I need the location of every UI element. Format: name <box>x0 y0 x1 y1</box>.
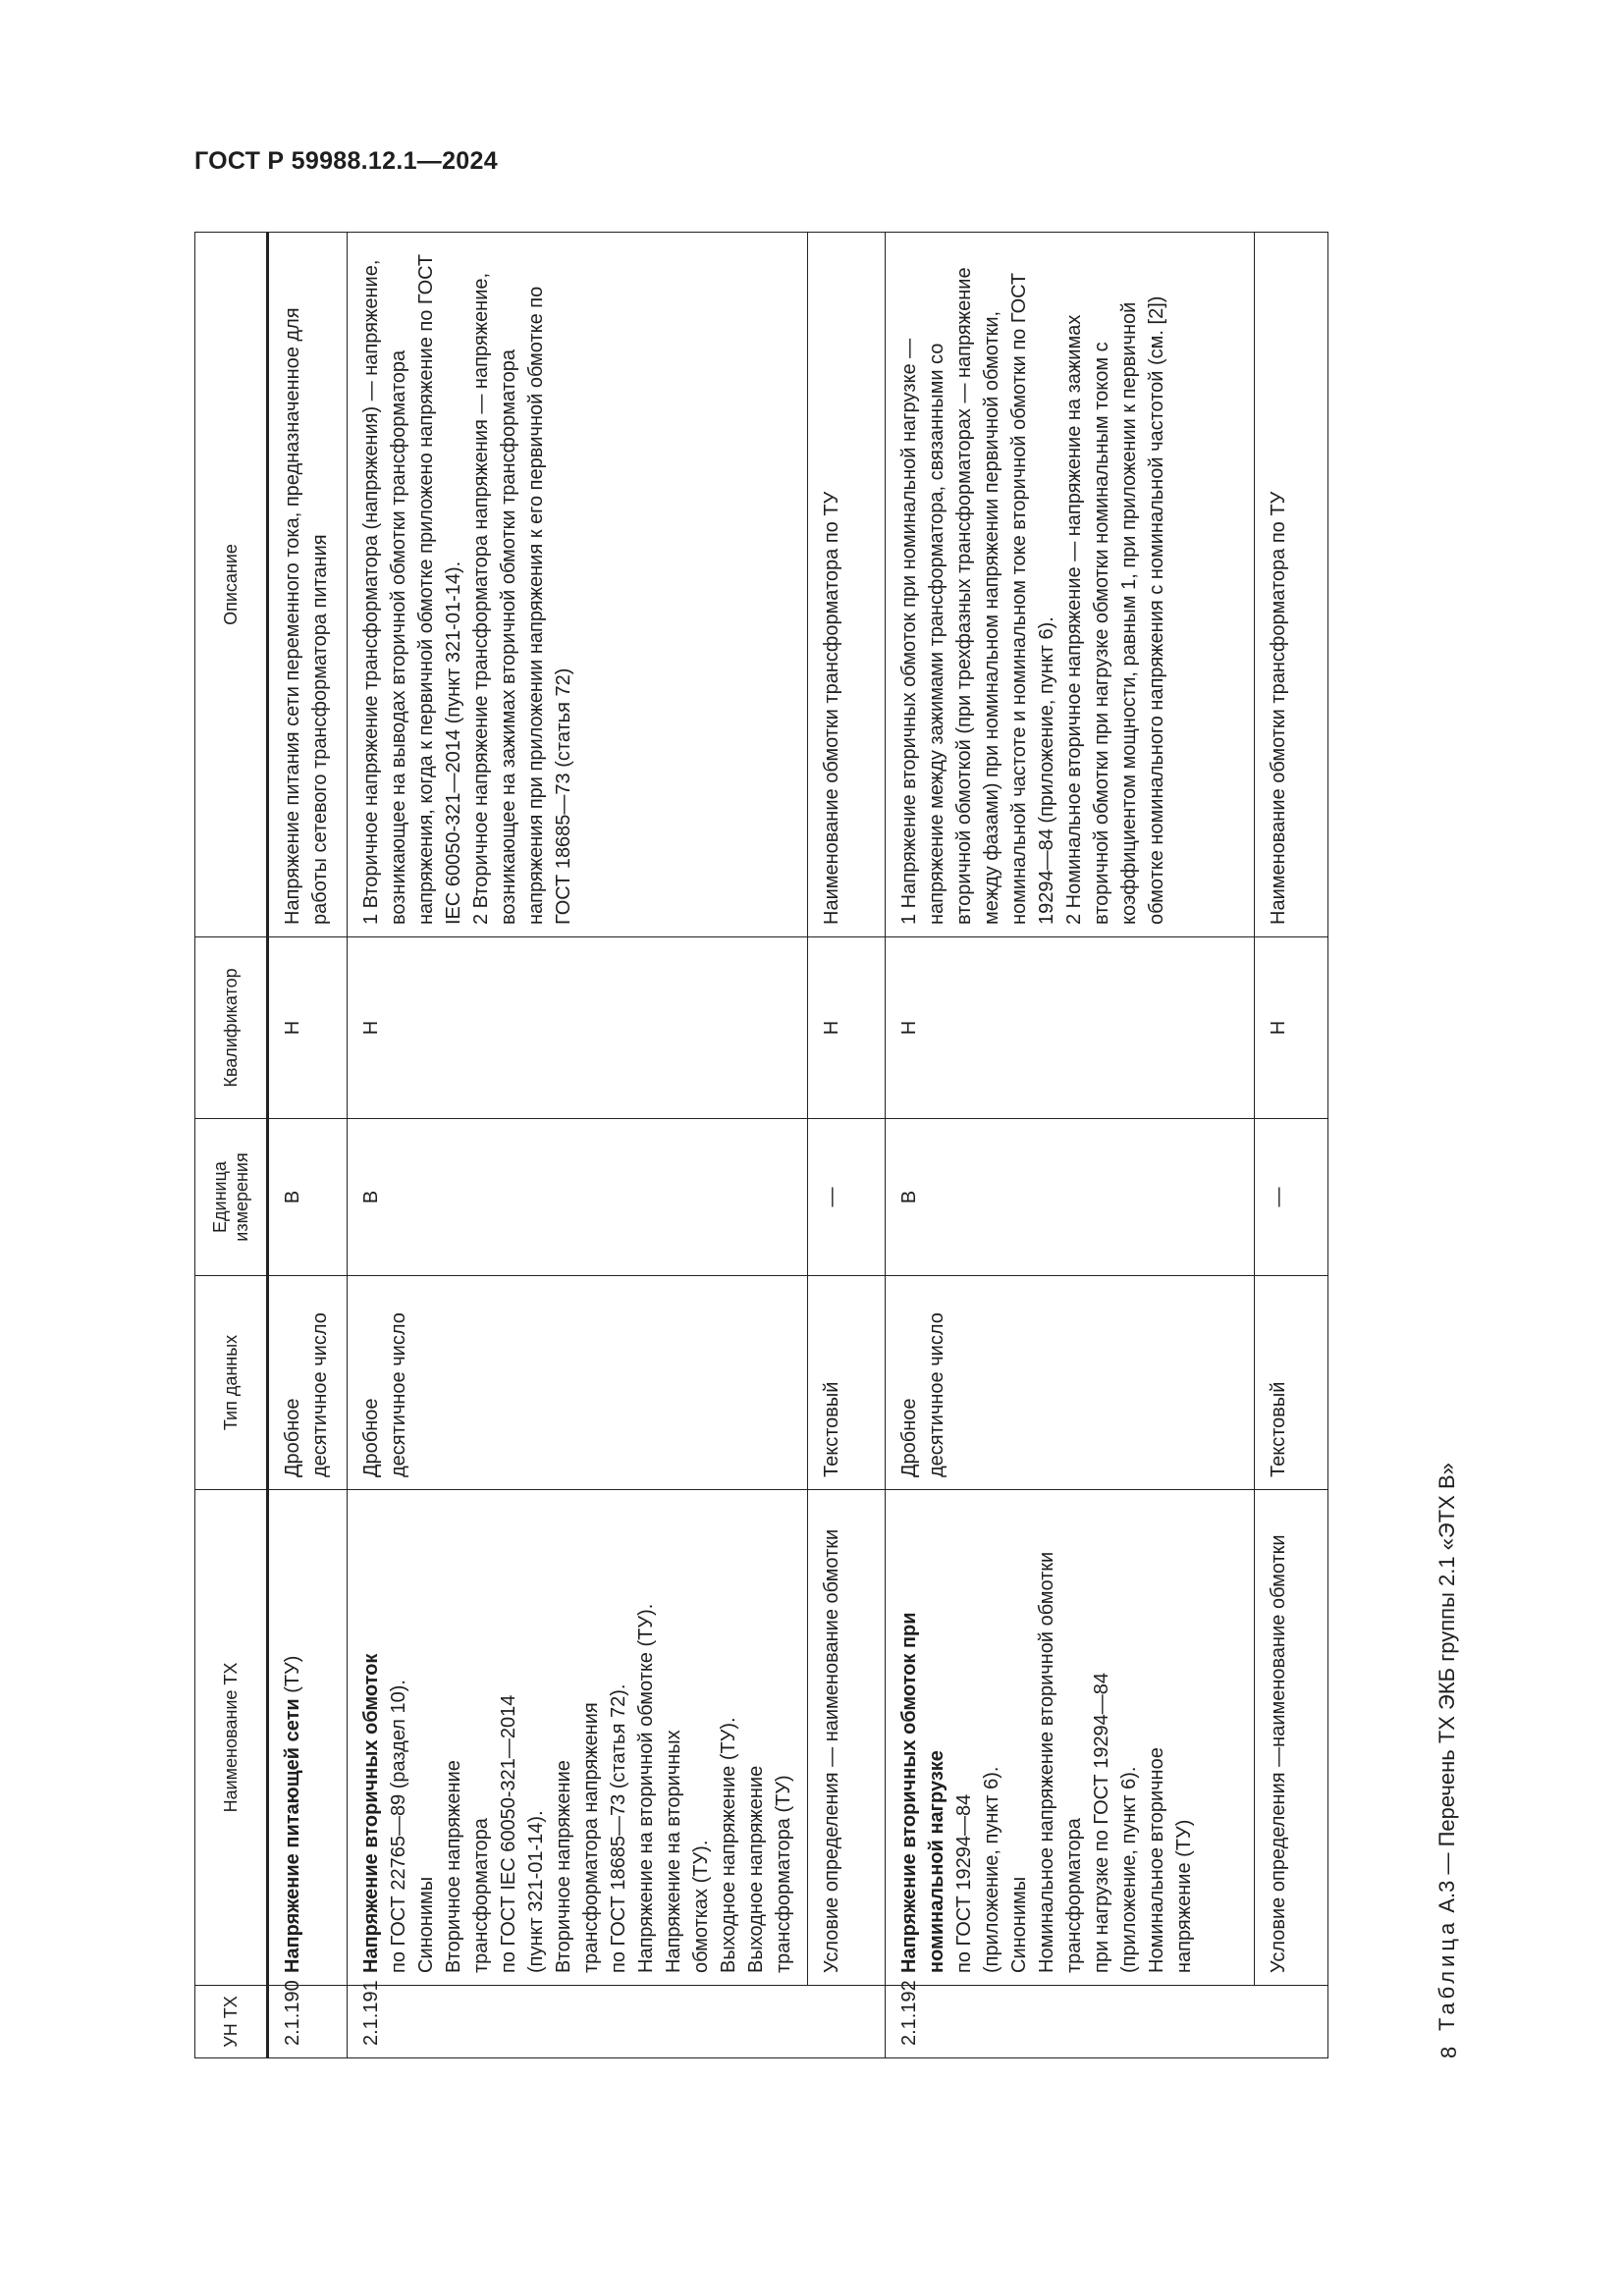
row-description: Наименование обмотки трансформатора по ТУ <box>1255 233 1328 937</box>
name-line: Номинальное вторичное <box>1146 1747 1167 1973</box>
description-item: 1 Вторичное напряжение трансформатора (напряжения) — напряжение, возникающее на выводах вторичной обмотки трансформатора напряжения, когда к первичной обмотке приложено напряжение по ГОСТ IEC 60050-321—2014 (пункт 321-01-14). <box>360 253 464 925</box>
caption-text: А.3 — Перечень ТХ ЭКБ группы 2.1 «ЭТХ В» <box>1435 1463 1459 1919</box>
row-description: Наименование обмотки трансформатора по ТУ <box>808 233 886 937</box>
row-type: Дробное десятичное число <box>886 1276 1255 1490</box>
name-line: Синонимы <box>415 1876 437 1973</box>
row-qualifier: Н <box>268 937 348 1119</box>
document-header: ГОСТ Р 59988.12.1—2024 <box>194 147 498 175</box>
name-line: по ГОСТ 22765—89 (раздел 10). <box>388 1680 409 1973</box>
name-line: Напряжение на вторичной обмотке (ТУ). <box>635 1603 657 1973</box>
row-unit: В <box>886 1119 1255 1276</box>
row-unit: — <box>808 1119 886 1276</box>
page-number: 8 <box>1436 2046 1461 2058</box>
name-line: Синонимы <box>1008 1876 1030 1973</box>
row-description <box>348 233 808 937</box>
rotated-table-frame <box>194 233 1471 2058</box>
col-header-type: Тип данных <box>195 1276 268 1490</box>
description-item: 1 Напряжение вторичных обмоток при номинальной нагрузке — напряжение между зажимами трансформатора, связанными со вторичной обмоткой (при трехфазных трансформаторах — напряжение между фазами) при номинальном напряжении первичной обмотки, номинальной частоте и номинальном токе вторичной обмотки по ГОСТ 19294—84 (приложение, пункт 6). <box>898 267 1057 925</box>
row-type: Дробное десятичное число <box>268 1276 348 1490</box>
row-name-bold: Напряжение питающей сети <box>282 1698 303 1973</box>
description-item: 2 Вторичное напряжение трансформатора напряжения — напряжение, возникающее на зажимах вторичной обмотки трансформатора напряжения при приложении напряжения к его первичной обмотке по ГОСТ 18685—73 (статья 72) <box>470 272 574 925</box>
characteristics-table <box>194 232 1328 2058</box>
row-name-bold: Напряжение вторичных обмоток при номинальной нагрузке <box>898 1612 947 1973</box>
row-qualifier: Н <box>1255 937 1328 1119</box>
name-line: по ГОСТ 18685—73 (статья 72). <box>608 1683 629 1973</box>
row-name: Условие определения —наименование обмотки <box>1255 1490 1328 1986</box>
table-row <box>886 233 1255 2058</box>
row-unit: В <box>268 1119 348 1276</box>
row-id: 2.1.192 <box>886 1986 1328 2058</box>
name-line: (пункт 321-01-14). <box>525 1810 547 1973</box>
name-line: Выходное напряжение <box>745 1765 767 1973</box>
row-unit: В <box>348 1119 808 1276</box>
row-name <box>886 1490 1255 1986</box>
row-id: 2.1.191 <box>348 1986 886 2058</box>
name-line: обмотках (ТУ). <box>690 1840 712 1973</box>
row-type: Текстовый <box>808 1276 886 1490</box>
col-header-name: Наименование ТХ <box>195 1490 268 1986</box>
row-unit: — <box>1255 1119 1328 1276</box>
table-row <box>348 233 808 2058</box>
name-line: Вторичное напряжение <box>443 1760 464 1973</box>
name-line: Напряжение на вторичных <box>663 1730 684 1973</box>
name-line: по ГОСТ IEC 60050-321—2014 <box>498 1694 519 1973</box>
row-description <box>886 233 1255 937</box>
row-qualifier: Н <box>348 937 808 1119</box>
row-qualifier: Н <box>808 937 886 1119</box>
col-header-qualifier: Квалификатор <box>195 937 268 1119</box>
name-line: Выходное напряжение (ТУ). <box>718 1717 739 1973</box>
name-line: трансформатора <box>470 1818 492 1973</box>
row-type: Дробное десятичное число <box>348 1276 808 1490</box>
row-description: Напряжение питания сети переменного тока, предназначенное для работы сетевого трансформатора питания <box>268 233 348 937</box>
row-type: Текстовый <box>1255 1276 1328 1490</box>
name-line: напряжение (ТУ) <box>1173 1819 1195 1973</box>
row-id: 2.1.190 <box>268 1986 348 2058</box>
row-name <box>268 1490 348 1986</box>
row-name-bold: Напряжение вторичных обмоток <box>360 1653 382 1973</box>
name-line: трансформатора напряжения <box>580 1702 602 1973</box>
col-header-unit-text: Единица измерения <box>210 1152 251 1242</box>
name-line: (приложение, пункт 6). <box>1118 1766 1140 1973</box>
description-item: 2 Номинальное вторичное напряжение — напряжение на зажимах вторичной обмотки при нагрузке обмотки номинальным током с коэффициентом мощности, равным 1, при приложении к первичной обмотке номинального напряжения с номинальной частотой (см. [2]) <box>1063 295 1167 925</box>
table-row-condition <box>1255 233 1328 2058</box>
row-qualifier: Н <box>886 937 1255 1119</box>
row-name-rest: (ТУ) <box>282 1655 303 1699</box>
name-line: при нагрузке по ГОСТ 19294—84 <box>1091 1672 1112 1973</box>
row-name <box>348 1490 808 1986</box>
table-caption <box>1434 264 1461 2031</box>
table-row-condition <box>808 233 886 2058</box>
name-line: трансформатора (ТУ) <box>773 1775 794 1973</box>
table-row <box>268 233 348 2058</box>
col-header-description: Описание <box>195 233 268 937</box>
name-line: Номинальное напряжение вторичной обмотки трансформатора <box>1036 1551 1085 1973</box>
name-line: по ГОСТ 19294—84 <box>953 1793 975 1973</box>
col-header-unit <box>195 1119 268 1276</box>
name-line: Вторичное напряжение <box>553 1760 574 1973</box>
col-header-id: УН ТХ <box>195 1986 268 2058</box>
table-header-row <box>195 233 268 2058</box>
name-line: (приложение, пункт 6). <box>981 1766 1002 1973</box>
row-name: Условие определения — наименование обмотки <box>808 1490 886 1986</box>
caption-prefix: Таблица <box>1435 1918 1459 2031</box>
